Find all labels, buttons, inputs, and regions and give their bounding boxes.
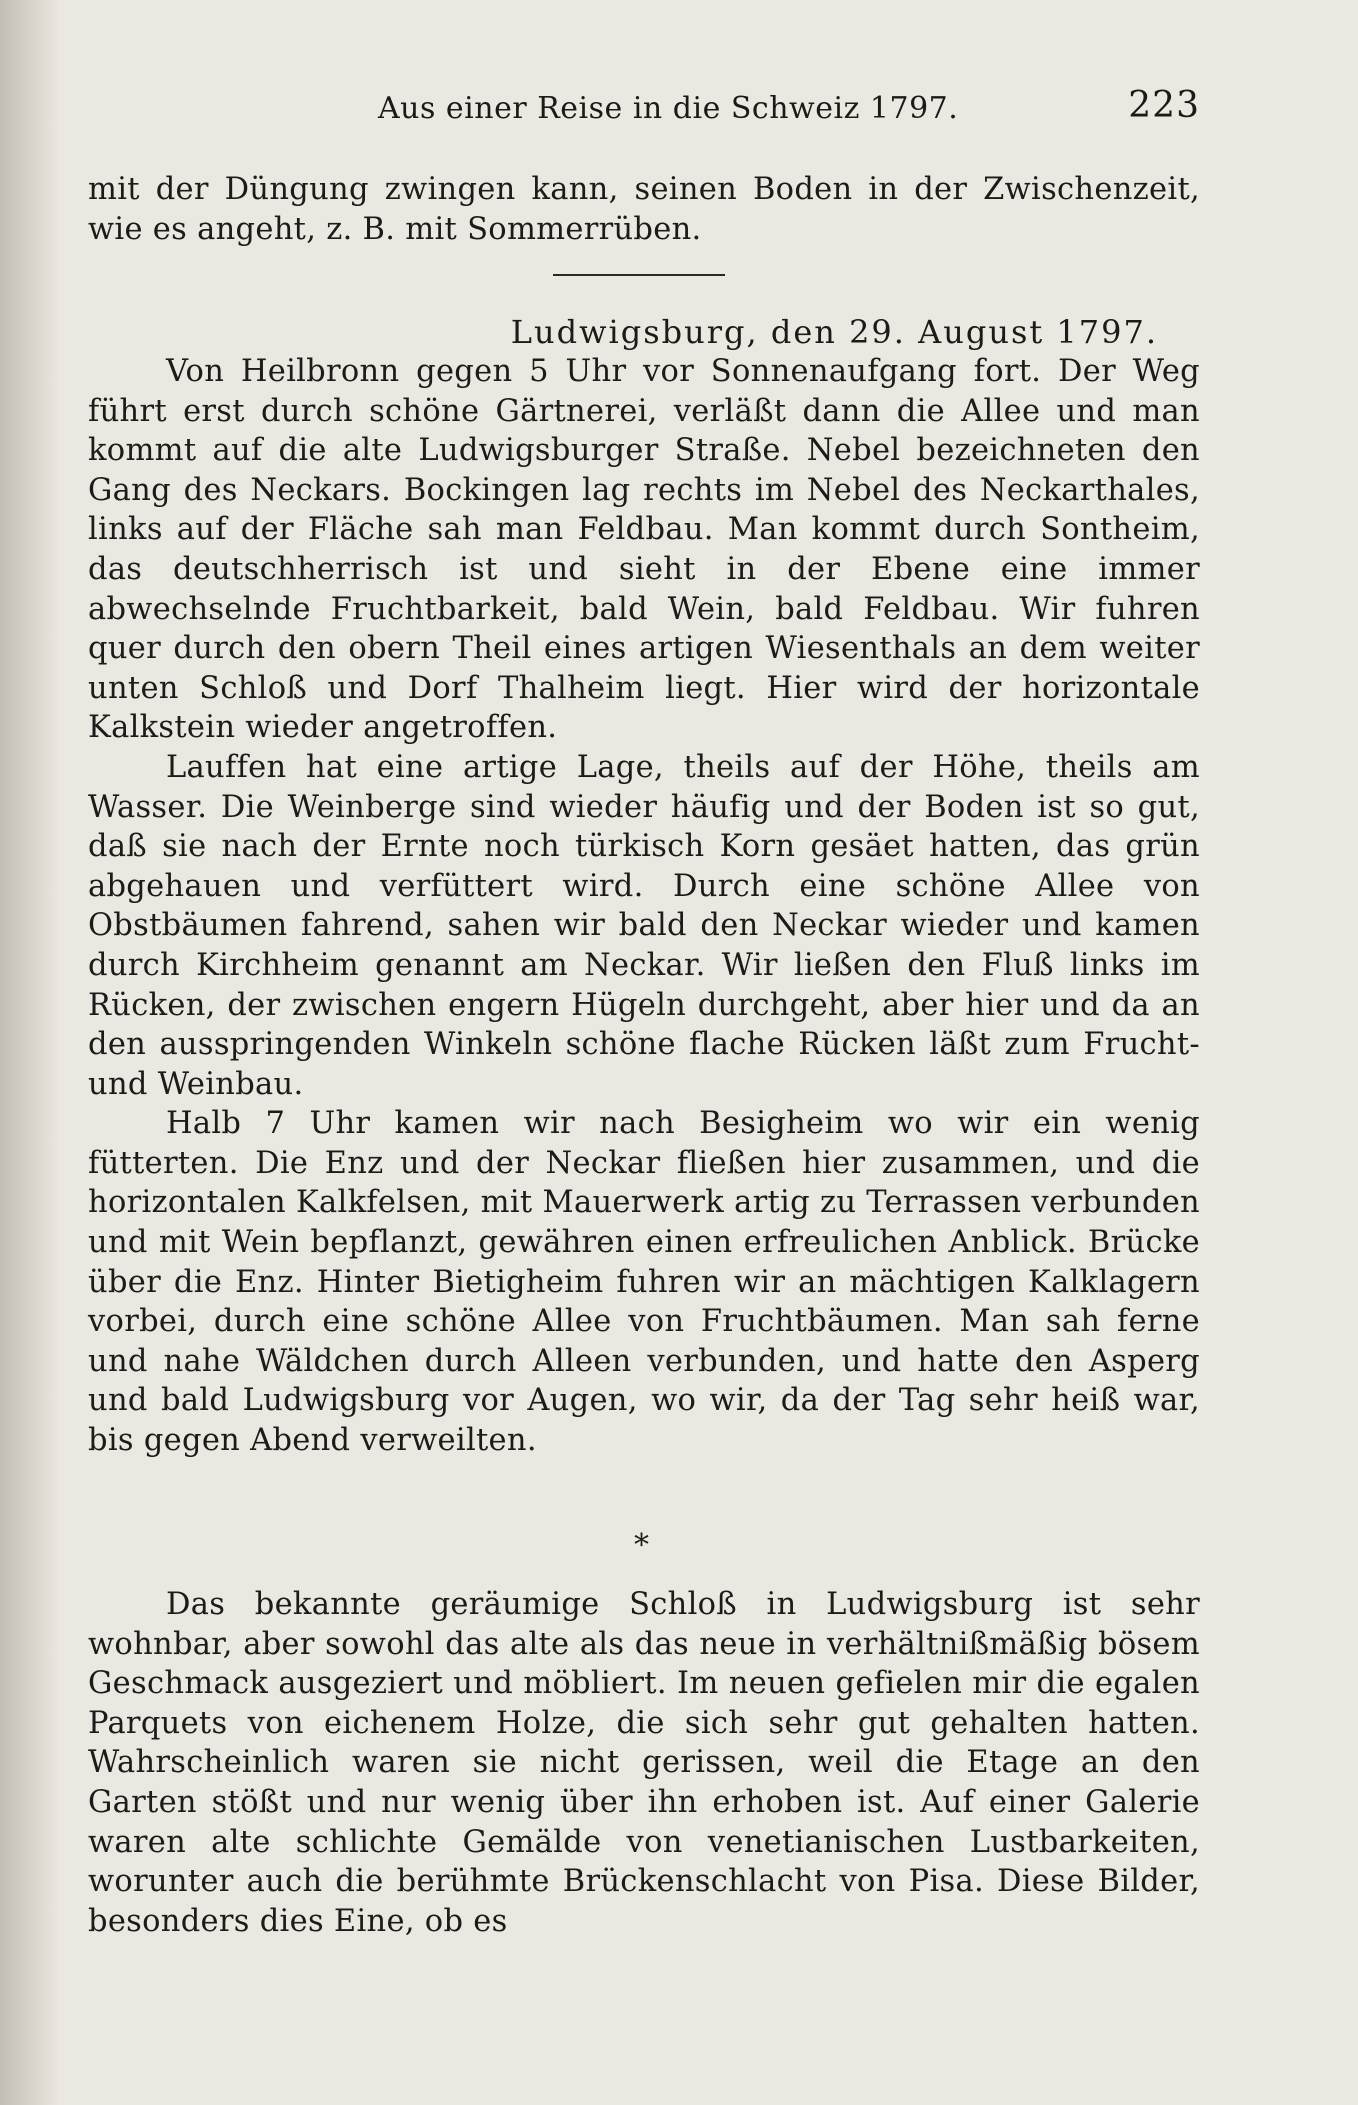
paragraph-besigheim: Halb 7 Uhr kamen wir nach Besigheim wo wir ein wenig fütterten. Die Enz und der Neckar fließen hier zusammen, und die horizontalen Kalkfelsen, mit Mauerwerk artig zu Terrassen verbunden und mit Wein bepflanzt, gewähren einen erfreulichen Anblick. Brücke über die Enz. Hinter Bietigheim fuhren wir an mächtigen Kalklagern vorbei, durch eine schöne Allee von Fruchtbäumen. Man sah ferne und nahe Wäldchen durch Alleen verbunden, und hatte den Asperg und bald Ludwigsburg vor Augen, wo wir, da der Tag sehr heiß war, bis gegen Abend verweilten. <box>88 1106 1200 1459</box>
dateline: Ludwigsburg, den 29. August 1797. <box>510 313 1158 351</box>
final-section <box>88 1585 1200 1941</box>
running-title: Aus einer Reise in die Schweiz 1797. <box>378 91 959 126</box>
page-header <box>88 85 1200 135</box>
paragraph-heilbronn: Von Heilbronn gegen 5 Uhr vor Sonnenaufgang fort. Der Weg führt erst durch schöne Gärtnerei, verläßt dann die Allee und man kommt auf die alte Ludwigsburger Straße. Nebel bezeichneten den Gang des Neckars. Bockingen lag rechts im Nebel des Neckarthales, links auf der Fläche sah man Feldbau. Man kommt durch Sontheim, das deutschherrisch ist und sieht in der Ebene eine immer abwechselnde Fruchtbarkeit, bald Wein, bald Feldbau. Wir fuhren quer durch den obern Theil eines artigen Wiesenthals an dem weiter unten Schloß und Dorf Thalheim liegt. Hier wird der horizontale Kalkstein wieder angetroffen. <box>88 354 1200 746</box>
paragraph-schloss: Das bekannte geräumige Schloß in Ludwigsburg ist sehr wohnbar, aber sowohl das alte als das neue in verhältnißmäßig bösem Geschmack ausgeziert und möbliert. Im neuen gefielen mir die egalen Parquets von eichenem Holze, die sich sehr gut gehalten hatten. Wahrscheinlich waren sie nicht gerissen, weil die Etage an den Garten stößt und nur wenig über ihn erhoben ist. Auf einer Galerie waren alte schlichte Gemälde von venetianischen Lustbarkeiten, worunter auch die berühmte Brückenschlacht von Pisa. Diese Bilder, besonders dies Eine, ob es <box>88 1587 1200 1939</box>
diary-entry <box>88 352 1200 1461</box>
continuation-text <box>88 170 1200 250</box>
paragraph-lauffen: Lauffen hat eine artige Lage, theils auf der Höhe, theils am Wasser. Die Weinberge sind wieder häufig und der Boden ist so gut, daß sie nach der Ernte noch türkisch Korn gesäet hatten, das grün abgehauen und verfüttert wird. Durch eine schöne Allee von Obstbäumen fahrend, sahen wir bald den Neckar wieder und kamen durch Kirchheim genannt am Neckar. Wir ließen den Fluß links im Rücken, der zwischen engern Hügeln durchgeht, aber hier und da an den ausspringenden Winkeln schöne flache Rücken läßt zum Frucht- und Weinbau. <box>88 749 1200 1102</box>
page-number: 223 <box>1128 85 1200 126</box>
continuation-paragraph: mit der Düngung zwingen kann, seinen Boden in der Zwischenzeit, wie es angeht, z. B. mit Sommerrüben. <box>88 172 1200 247</box>
page-gutter-shadow <box>0 0 60 2105</box>
asterisk-separator: * <box>634 1528 649 1563</box>
section-divider <box>553 274 725 276</box>
